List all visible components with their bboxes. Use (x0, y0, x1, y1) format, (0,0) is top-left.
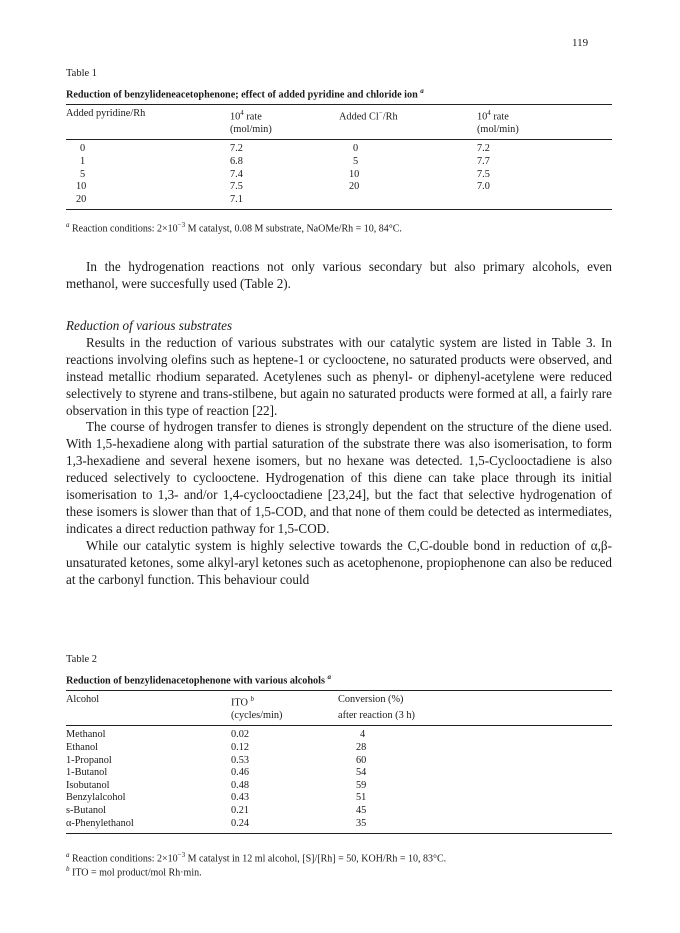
table-cell: 35 (356, 817, 367, 829)
table-cell: 0.12 (231, 742, 250, 754)
table-cell: 0.46 (231, 767, 250, 779)
table-row (66, 194, 612, 210)
table-cell: 10 (349, 168, 360, 180)
paragraph: The course of hydrogen transfer to dienes is strongly dependent on the structure of the diene used. With 1,5-hexadiene along with partial saturation of the substrate there was also isomerisation, to form 1,3-hexadiene and several hexene isomers, but no hexane was detected. 1,5-Cyclooctadiene is also reduced selectively to cyclooctene. Hydrogenation of this diene can take place through its initial isomerisation to 1,3- and/or 1,4-cyclooctadiene [23,24], but the fact that selective hydrogenation of these isomers is slower than that of 1,5-COD, and that none of them could be detected as intermediates, indicates a direct reduction pathway for 1,5-COD. (66, 419, 612, 536)
table-row (66, 767, 612, 780)
table2-header-alcohol: Alcohol (66, 694, 100, 705)
table-cell: 7.5 (230, 181, 243, 193)
table-cell: 59 (356, 779, 367, 791)
table-cell: 28 (356, 742, 367, 754)
table-cell: s-Butanol (66, 804, 107, 816)
table-cell (477, 194, 612, 210)
table-cell: Isobutanol (66, 779, 110, 791)
table-cell: 1-Propanol (66, 754, 112, 766)
table-cell: 7.2 (230, 143, 243, 155)
body-text-block-2 (66, 318, 612, 589)
table-cell: 4 (360, 729, 366, 741)
table-cell: α-Phenylethanol (66, 817, 134, 829)
table-cell (339, 194, 477, 210)
table-cell: 20 (76, 193, 87, 205)
table-cell: 1 (80, 156, 86, 168)
table2-footnote-a: $^a$ Reaction conditions: $2\times 10^{-3}$ M catalyst in 12 ml alcohol, [S]/[Rh] = 50, KOH/Rh = 10, 83°C. (66, 851, 447, 865)
table-cell: 0.48 (231, 779, 250, 791)
table-cell: 0.53 (231, 754, 250, 766)
section-heading: Reduction of various substrates (66, 318, 233, 333)
table-cell: 0.24 (231, 817, 250, 829)
table-cell: 10 (76, 181, 87, 193)
table1-header-pyridine: Added pyridine/Rh (66, 108, 146, 119)
table-cell: 0.21 (231, 804, 250, 816)
table-cell: 0 (80, 143, 86, 155)
table-cell: 51 (356, 792, 367, 804)
table-cell: 54 (356, 767, 367, 779)
table1-header-rate2: $10^4$ rate (477, 109, 509, 123)
table-cell: 5 (80, 168, 86, 180)
table-row (66, 805, 612, 818)
table-cell: 7.7 (477, 156, 490, 168)
table-cell: 60 (356, 754, 367, 766)
table-row (66, 792, 612, 805)
table2-header-conversion: Conversion (%) (338, 694, 404, 705)
table-row (66, 140, 612, 156)
table2-header-conversion-note: after reaction (3 h) (338, 710, 415, 722)
table1-header-rate2-unit: (mol/min) (477, 124, 519, 136)
table-cell: 5 (353, 156, 359, 168)
table-row (66, 156, 612, 169)
table1-header-rate1: $10^4$ rate (230, 109, 262, 123)
table1-header-rate1-unit: (mol/min) (230, 124, 272, 136)
table-cell: 7.1 (230, 193, 243, 205)
table-row (66, 818, 612, 834)
table2-header-ito-unit: (cycles/min) (231, 710, 283, 722)
table-cell: 7.2 (477, 143, 490, 155)
table-cell: 1-Butanol (66, 767, 108, 779)
table1-caption: Reduction of benzylideneacetophenone; effect of added pyridine and chloride ion $^a$ (66, 87, 424, 101)
table2-header-ito: ITO $^b$ (231, 695, 255, 709)
table-cell: 7.4 (230, 168, 243, 180)
paragraph: In the hydrogenation reactions not only various secondary but also primary alcohols, even methanol, were succesfully used (Table 2). (66, 259, 612, 291)
table-cell: 0.43 (231, 792, 250, 804)
table2-caption: Reduction of benzylidenacetophenone with various alcohols $^a$ (66, 673, 331, 687)
body-text-block-1 (66, 259, 612, 293)
table-row (66, 742, 612, 755)
table-cell: Benzylalcohol (66, 792, 126, 804)
table-cell: 0 (353, 143, 359, 155)
table-cell: 0.02 (231, 729, 250, 741)
table1-header-chloride: Added Cl−/Rh (339, 109, 398, 123)
table-cell: 6.8 (230, 156, 243, 168)
table-cell: Ethanol (66, 742, 99, 754)
table-row (66, 780, 612, 793)
table1 (66, 104, 612, 210)
table-row (66, 169, 612, 182)
table-row (66, 755, 612, 768)
table2-footnote-b: $^b$ ITO = mol product/mol Rh·min. (66, 865, 202, 879)
page-number: 119 (572, 37, 589, 49)
table-cell: 7.0 (477, 181, 490, 193)
table2 (66, 690, 612, 834)
paragraph: While our catalytic system is highly selective towards the C,C-double bond in reduction of α,β-unsaturated ketones, some alkyl-aryl ketones such as acetophenone, propiophenone can also be reduced at the carbonyl function. This behaviour could (66, 537, 612, 587)
table-row (66, 181, 612, 194)
paragraph: Results in the reduction of various substrates with our catalytic system are listed in Table 3. In reactions involving olefins such as heptene-1 or cyclooctene, no saturated products were observed, and instead metallic rhodium separated. Acetylenes such as phenyl- or diphenyl-acetylene were reduced selectively to styrene and trans-stilbene, but again no saturated products were formed at all, a fairly rare observation in this type of reaction [22]. (66, 334, 612, 418)
table-cell: 45 (356, 804, 367, 816)
table-cell: 7.5 (477, 168, 490, 180)
table-cell: Methanol (66, 729, 106, 741)
table-row (66, 726, 612, 742)
table-cell: 20 (349, 181, 360, 193)
table1-label: Table 1 (66, 68, 98, 79)
table1-footnote: $^a$ Reaction conditions: $2\times 10^{-3}$ M catalyst, 0.08 M substrate, NaOMe/Rh = 10, 84°C. (66, 221, 402, 235)
table2-label: Table 2 (66, 654, 98, 665)
